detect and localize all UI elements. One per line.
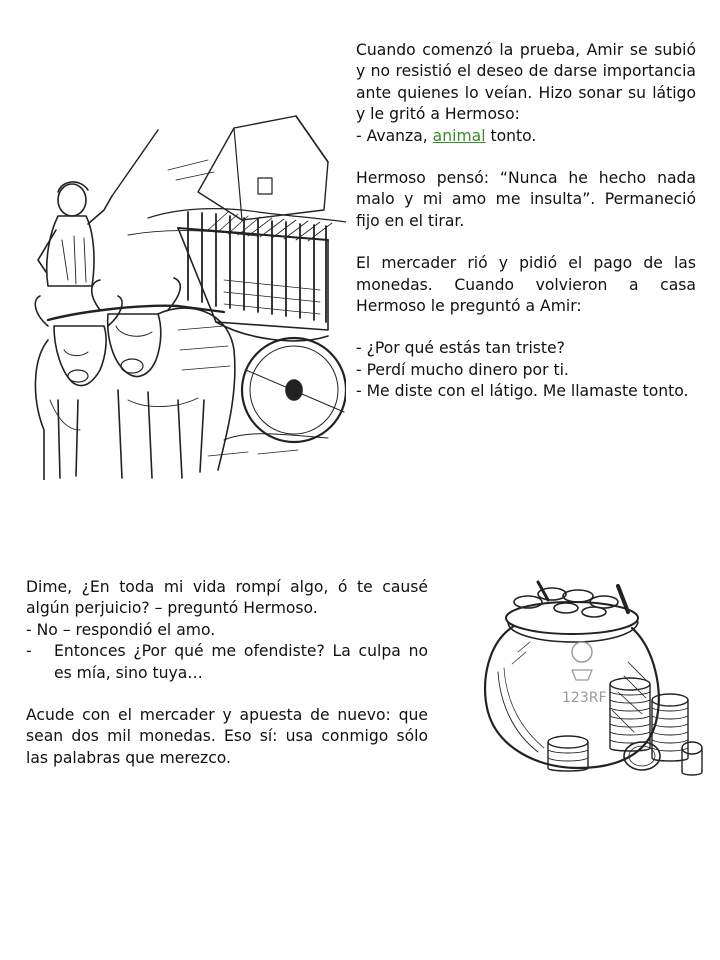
dash-marker: -: [26, 642, 32, 661]
dash-item-text: Entonces ¿Por qué me ofendiste? La culpa no es mía, sino tuya…: [54, 642, 428, 682]
story-dash-item: [26, 641, 428, 684]
coin-pot-illustration-icon: [478, 572, 706, 790]
dialog-suffix: tonto.: [485, 126, 537, 145]
story-dialog-line: - Me diste con el látigo. Me llamaste tonto.: [356, 382, 689, 401]
story-top-text: [356, 40, 696, 403]
story-dialog-line: - ¿Por qué estás tan triste?: [356, 339, 565, 358]
story-dialog-line: [356, 126, 696, 147]
story-paragraph: Cuando comenzó la prueba, Amir se subió y no resistió el deseo de darse importancia ante quienes lo veían. Hizo sonar su látigo y le gritó a Hermoso:: [356, 41, 696, 124]
dialog-prefix: - Avanza,: [356, 126, 433, 145]
story-dialog-line: - Perdí mucho dinero por ti.: [356, 360, 569, 379]
story-dialog-line: - No – respondió el amo.: [26, 620, 216, 639]
watermark-123rf: 123RF: [562, 690, 607, 706]
story-paragraph: El mercader rió y pidió el pago de las monedas. Cuando volvieron a casa Hermoso le preguntó a Amir:: [356, 254, 696, 316]
animal-link[interactable]: animal: [432, 126, 486, 145]
story-paragraph: Dime, ¿En toda mi vida rompí algo, ó te causé algún perjuicio? – preguntó Hermoso.: [26, 578, 428, 618]
ox-cart-illustration-icon: [28, 100, 346, 480]
story-paragraph: Acude con el mercader y apuesta de nuevo: que sean dos mil monedas. Eso sí: usa conmigo sólo las palabras que merezco.: [26, 706, 428, 767]
story-bottom-text: [26, 577, 428, 769]
story-paragraph: Hermoso pensó: “Nunca he hecho nada malo y mi amo me insulta”. Permaneció fijo en el tirar.: [356, 169, 696, 230]
